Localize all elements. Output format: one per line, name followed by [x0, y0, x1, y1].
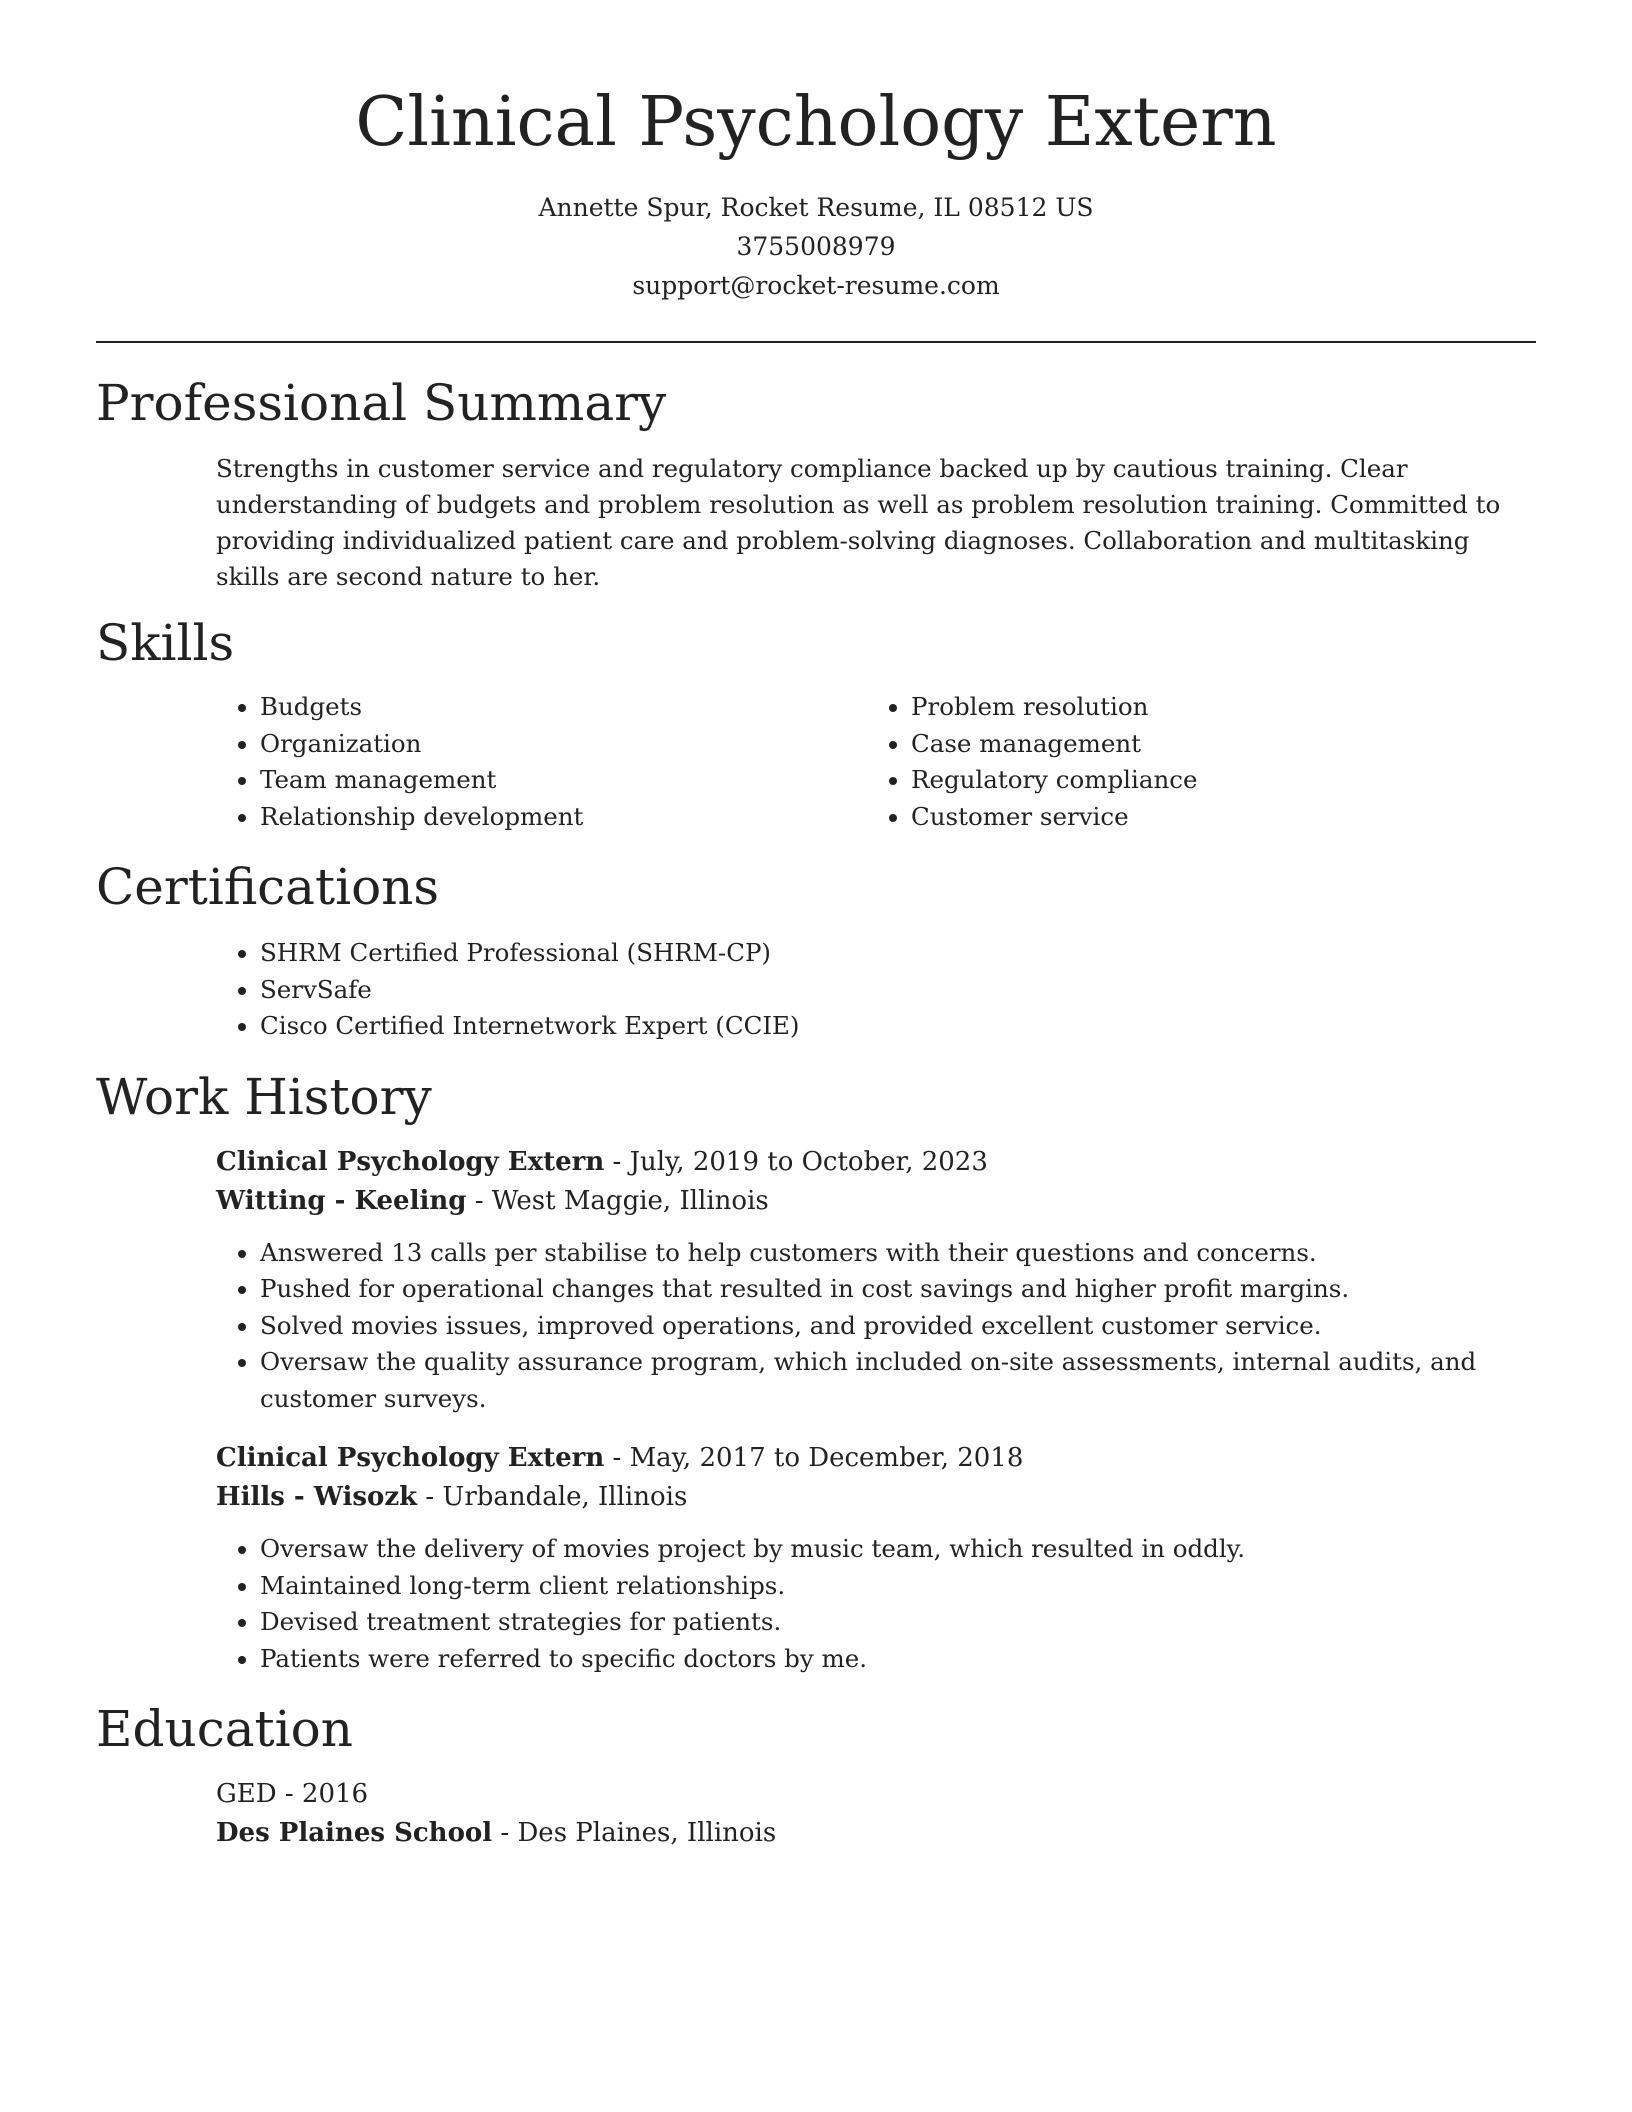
education-year: - 2016: [276, 1779, 369, 1810]
job-company-line: [216, 1478, 1536, 1517]
work-history-section: [96, 1067, 1536, 1678]
job-entry: [96, 1439, 1536, 1677]
skills-column-right: [867, 689, 1518, 835]
skills-column-left: [216, 689, 867, 835]
job-duty-item: • Answered 13 calls per stabilise to help customers with their questions and concerns.: [260, 1235, 1536, 1272]
skill-item: • Relationship development: [260, 799, 867, 836]
job-title: Clinical Psychology Extern: [216, 1443, 605, 1474]
education-section: [96, 1699, 1536, 1853]
header-divider: [96, 341, 1536, 343]
job-title: Clinical Psychology Extern: [216, 1146, 605, 1177]
job-duties: [216, 1235, 1536, 1418]
skill-item: • Regulatory compliance: [911, 762, 1518, 799]
job-company: Hills - Wisozk: [216, 1482, 418, 1513]
job-company-line: [216, 1182, 1536, 1221]
summary-heading: Professional Summary: [96, 374, 667, 433]
job-entry: [96, 1143, 1536, 1418]
contact-block: [96, 188, 1536, 305]
job-dates: - May, 2017 to December, 2018: [604, 1443, 1024, 1474]
skills-heading: Skills: [96, 614, 235, 673]
skill-item: • Case management: [911, 726, 1518, 763]
job-dates: - July, 2019 to October, 2023: [604, 1146, 988, 1177]
job-duty-item: • Oversaw the quality assurance program, which included on-site assessments, internal audits, and customer surveys.: [260, 1344, 1536, 1417]
skill-item: • Problem resolution: [911, 689, 1518, 726]
skill-item: • Team management: [260, 762, 867, 799]
education-heading: Education: [96, 1700, 353, 1759]
skills-section: [96, 613, 1536, 835]
education-school: Des Plaines School: [216, 1818, 493, 1849]
job-duty-item: • Devised treatment strategies for patients.: [260, 1604, 1536, 1641]
job-location: - Urbandale, Illinois: [417, 1482, 688, 1513]
job-duty-item: • Patients were referred to specific doctors by me.: [260, 1641, 1536, 1678]
skill-item: • Customer service: [911, 799, 1518, 836]
job-title-line: [216, 1143, 1536, 1182]
skills-grid: [96, 689, 1536, 835]
job-duty-item: • Oversaw the delivery of movies project by music team, which resulted in oddly.: [260, 1531, 1536, 1568]
summary-section: [96, 373, 1536, 595]
resume-name: Clinical Psychology Extern: [355, 83, 1277, 162]
certifications-list: [96, 935, 1536, 1045]
summary-text: Strengths in customer service and regulatory compliance backed up by cautious training. Clear understanding of budgets and problem resolution as well as problem resolution training. Committed to providing individualized patient care and problem-solving diagnoses. Collaboration and multitasking skills are second nature to her.: [216, 454, 1501, 592]
certification-item: • Cisco Certified Internetwork Expert (CCIE): [260, 1008, 1536, 1045]
certification-item: • ServSafe: [260, 972, 1536, 1009]
job-title-line: [216, 1439, 1536, 1478]
certification-item: • SHRM Certified Professional (SHRM-CP): [260, 935, 1536, 972]
certifications-section: [96, 857, 1536, 1045]
education-degree-line: [216, 1775, 1536, 1814]
certifications-heading: Certifications: [96, 858, 440, 917]
work-history-heading: Work History: [96, 1067, 432, 1126]
skill-item: • Budgets: [260, 689, 867, 726]
job-location: - West Maggie, Illinois: [466, 1185, 769, 1216]
contact-phone: 3755008979: [736, 232, 896, 262]
education-school-line: [216, 1814, 1536, 1853]
contact-address: Annette Spur, Rocket Resume, IL 08512 US: [538, 193, 1094, 223]
resume-header: [96, 84, 1536, 305]
education-location: - Des Plaines, Illinois: [492, 1818, 777, 1849]
job-duties: [216, 1531, 1536, 1677]
contact-email: support@rocket-resume.com: [632, 271, 1000, 301]
education-entry: [96, 1775, 1536, 1853]
education-degree: GED: [216, 1779, 277, 1810]
job-duty-item: • Pushed for operational changes that resulted in cost savings and higher profit margins.: [260, 1271, 1536, 1308]
job-company: Witting - Keeling: [216, 1185, 467, 1216]
job-duty-item: • Solved movies issues, improved operations, and provided excellent customer service.: [260, 1308, 1536, 1345]
job-duty-item: • Maintained long-term client relationships.: [260, 1568, 1536, 1605]
skill-item: • Organization: [260, 726, 867, 763]
